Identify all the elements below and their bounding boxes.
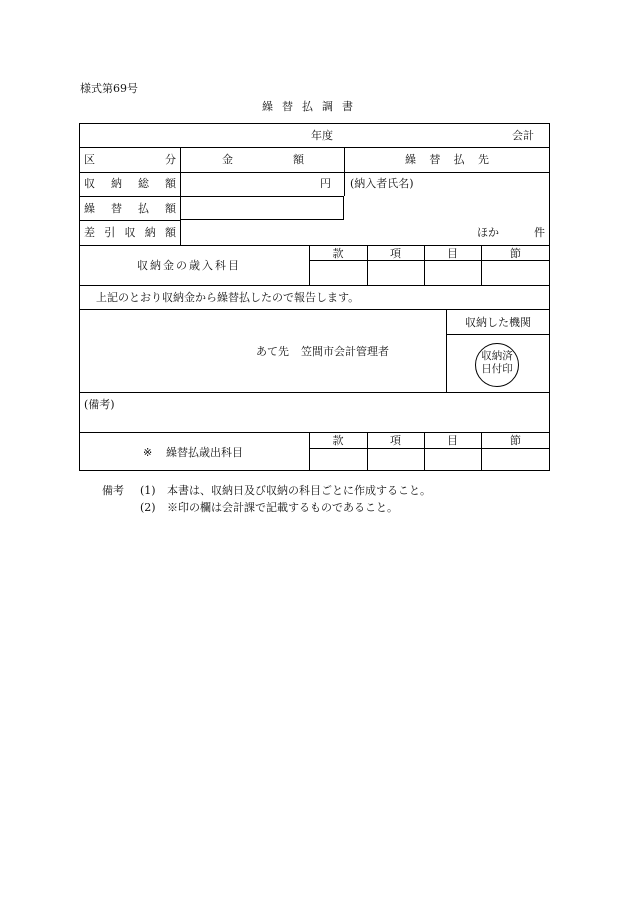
report-statement: 上記のとおり収納金から繰替払したので報告します。 (96, 291, 360, 304)
seal-line-1: 収納済 (481, 350, 513, 362)
budget-head-kan: 款 (332, 434, 344, 447)
table-rule (344, 147, 345, 196)
budget-head-moku: 目 (447, 247, 458, 260)
notes-label: 備考 (102, 484, 124, 497)
table-rule (309, 448, 550, 449)
row-advance-payment-label: 繰 替 払 額 (84, 202, 176, 215)
fiscal-year-label: 年度 (311, 129, 333, 142)
table-rule (79, 147, 550, 148)
remarks-label: (備考) (84, 398, 115, 411)
advance-amount-field[interactable] (180, 196, 344, 220)
table-rule (79, 220, 180, 221)
table-rule (79, 196, 180, 197)
table-rule (446, 334, 550, 335)
table-rule (79, 285, 550, 286)
addressee-name: 笠間市会計管理者 (301, 345, 389, 358)
yen-unit: 円 (320, 177, 331, 190)
note-mark: ※ (143, 446, 153, 459)
table-rule (79, 172, 550, 173)
receiving-org-label: 収納した機関 (465, 316, 531, 329)
seal-line-2: 日付印 (481, 363, 513, 375)
expenditure-subject-label: 繰替払歳出科目 (166, 446, 243, 459)
budget-head-setsu: 節 (510, 434, 521, 447)
note-number: (2) (140, 501, 156, 514)
addressee-label: あて先 (256, 345, 289, 358)
budget-head-kou: 項 (390, 247, 401, 260)
budget-head-setsu: 節 (510, 247, 521, 260)
budget-head-kan: 款 (332, 247, 344, 260)
document-title: 繰替払調書 (262, 100, 362, 113)
budget-head-kou: 項 (390, 434, 401, 447)
table-rule (79, 309, 550, 310)
payer-name-label: (納入者氏名) (350, 177, 414, 190)
col-category-label: 区 分 (84, 153, 176, 166)
others-label: ほか (477, 226, 499, 239)
count-unit: 件 (534, 226, 545, 239)
note-number: (1) (140, 484, 156, 497)
budget-head-moku: 目 (447, 434, 458, 447)
note-text: ※印の欄は会計課で記載するものであること。 (167, 501, 398, 514)
table-rule (79, 432, 550, 433)
col-payee-label: 繰 替 払 先 (405, 153, 489, 166)
row-total-receipts-label: 収 納 総 額 (84, 177, 176, 190)
col-amount-label: 金 額 (222, 153, 304, 166)
table-rule (309, 260, 550, 261)
table-rule (79, 245, 550, 246)
table-rule (79, 392, 550, 393)
receipt-date-stamp-text (475, 350, 519, 376)
form-number: 様式第69号 (80, 82, 138, 95)
account-label: 会計 (512, 129, 534, 142)
note-text: 本書は、収納日及び収納の科目ごとに作成すること。 (167, 484, 431, 497)
revenue-subject-label: 収納金の歳入科目 (137, 259, 241, 272)
row-net-receipts-label: 差引収納額 (84, 226, 176, 239)
